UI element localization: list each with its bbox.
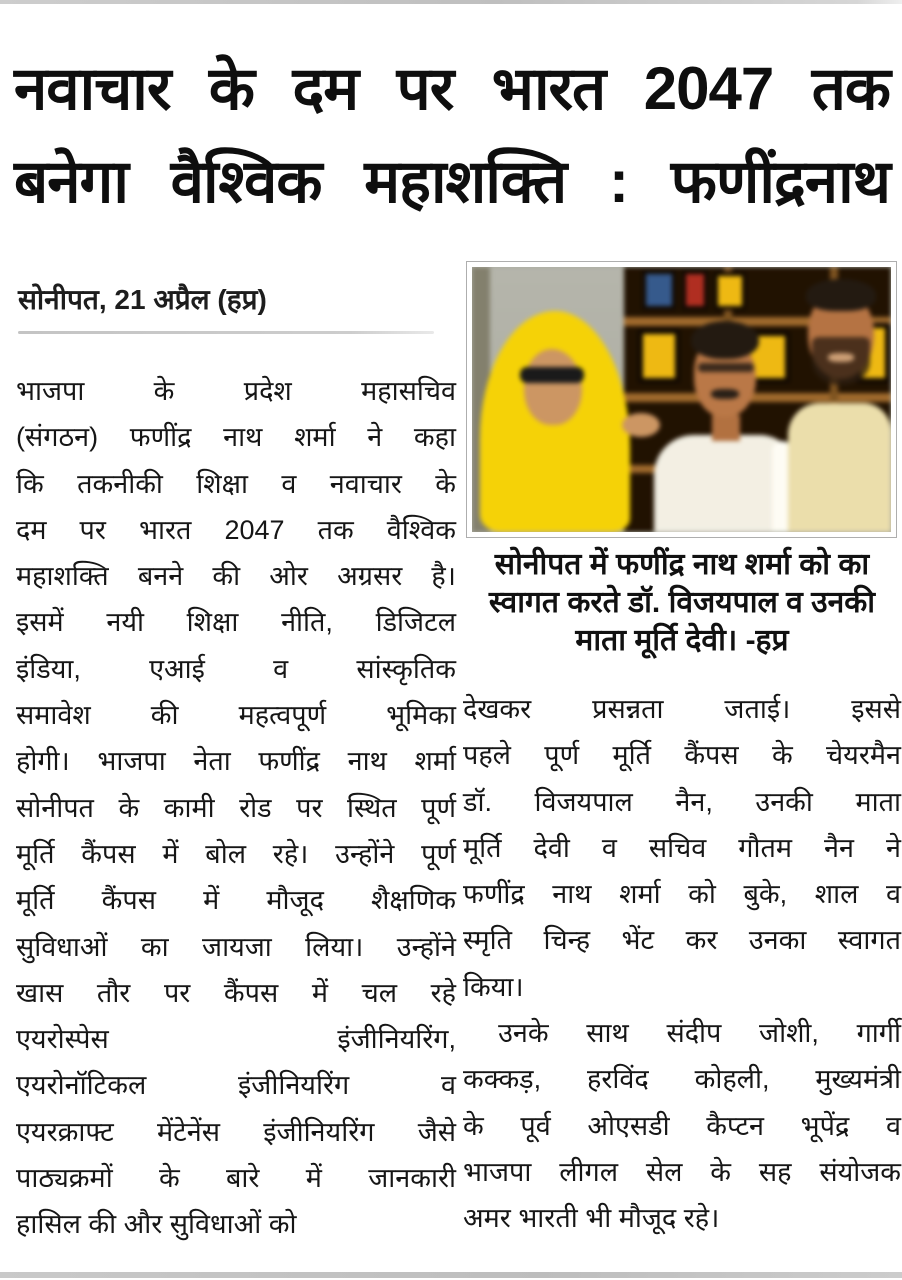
body-text-line: एयरक्राफ्ट मेंटेनेंस इंजीनियरिंग जैसे	[16, 1116, 456, 1147]
caption-line: सोनीपत में फणींद्र नाथ शर्मा को का	[494, 548, 870, 581]
body-text-line: डॉ. विजयपाल नैन, उनकी माता	[463, 786, 901, 817]
body-text-line: होगी। भाजपा नेता फणींद्र नाथ शर्मा	[16, 746, 456, 777]
body-text-line: मूर्ति कैंपस में मौजूद शैक्षणिक	[16, 885, 456, 916]
shelf-book	[714, 272, 746, 310]
body-text-line: कक्कड़, हरविंद कोहली, मुख्यमंत्री	[463, 1064, 901, 1095]
shelf-board	[624, 393, 891, 402]
right-man-hair	[806, 279, 876, 311]
body-text-line: भाजपा के प्रदेश महासचिव	[16, 376, 456, 406]
caption-line: स्वागत करते डॉ. विजयपाल व उनकी	[488, 586, 876, 619]
article-left-column	[16, 368, 456, 1248]
body-text-line: अमर भारती भी मौजूद रहे।	[463, 1203, 720, 1234]
body-text-line: सोनीपत के कामी रोड पर स्थित पूर्ण	[16, 792, 456, 823]
photo-caption	[462, 546, 902, 660]
headline-line-2: बनेगा वैश्विक महाशक्ति : फणींद्रनाथ	[14, 148, 890, 215]
center-man-hair	[691, 321, 759, 359]
paragraph	[463, 1010, 901, 1241]
body-text-line: भाजपा लीगल सेल के सह संयोजक	[463, 1156, 901, 1187]
dateline-rule	[18, 331, 434, 334]
headline	[14, 42, 890, 228]
article-right-column	[463, 686, 901, 1242]
body-text-line: मूर्ति देवी व सचिव गौतम नैन ने	[463, 832, 901, 863]
body-text-line: के पूर्व ओएसडी कैप्टन भूपेंद्र व	[463, 1110, 901, 1141]
body-text-line: इंडिया, एआई व सांस्कृतिक	[16, 653, 456, 684]
body-text-line: महाशक्ति बनने की ओर अग्रसर है।	[16, 561, 456, 592]
body-text-line: खास तौर पर कैंपस में चल रहे	[16, 977, 456, 1008]
paragraph	[463, 686, 901, 1010]
headline-line-1: नवाचार के दम पर भारत 2047 तक	[14, 55, 890, 122]
photo-scene	[472, 267, 891, 532]
body-text-line: (संगठन) फणींद्र नाथ शर्मा ने कहा	[16, 422, 456, 453]
body-text-line: मूर्ति कैंपस में बोल रहे। उन्होंने पूर्ण	[16, 838, 456, 869]
body-text-line: दम पर भारत 2047 तक वैश्विक	[16, 514, 456, 545]
center-man-glasses	[698, 363, 754, 372]
right-man-mouth	[828, 353, 854, 362]
center-man-neck	[712, 415, 740, 441]
body-text-line: देखकर प्रसन्नता जताई। इससे	[463, 694, 901, 724]
body-text-line: स्मृति चिन्ह भेंट कर उनका स्वागत	[463, 925, 901, 956]
body-text-line: इसमें नयी शिक्षा नीति, डिजिटल	[16, 607, 456, 638]
woman-face	[524, 349, 582, 425]
body-text-line: पहले पूर्ण मूर्ति कैंपस के चेयरमैन	[463, 740, 901, 771]
caption-line: माता मूर्ति देवी। -हप्र	[575, 624, 789, 657]
news-photo	[472, 267, 891, 532]
right-man-cream-kurta	[788, 403, 891, 532]
body-text-line: समावेश की महत्वपूर्ण भूमिका	[16, 700, 456, 731]
news-photo-frame	[466, 261, 897, 538]
shelf-book	[642, 270, 676, 310]
body-text-line: हासिल की और सुविधाओं को	[16, 1209, 297, 1240]
shelf-book	[682, 270, 708, 310]
body-text-line: फणींद्र नाथ शर्मा को बुके, शाल व	[463, 879, 901, 910]
dateline: सोनीपत, 21 अप्रैल (हप्र)	[18, 284, 267, 315]
body-text-line: सुविधाओं का जायजा लिया। उन्होंने	[16, 931, 456, 962]
framed-photo	[638, 329, 680, 383]
center-man-mustache	[711, 389, 739, 399]
bottom-rule	[0, 1272, 902, 1278]
body-text-line: पाठ्यक्रमों के बारे में जानकारी	[16, 1163, 456, 1194]
body-text-line: कि तकनीकी शिक्षा व नवाचार के	[16, 468, 456, 499]
body-text-line: एयरोस्पेस इंजीनियरिंग,	[16, 1024, 456, 1055]
hand-on-shoulder	[622, 413, 660, 437]
body-text-line: किया।	[463, 971, 524, 1002]
body-text-line: एयरोनॉटिकल इंजीनियरिंग व	[16, 1070, 456, 1101]
top-rule	[0, 0, 902, 4]
body-text-line: उनके साथ संदीप जोशी, गार्गी	[498, 1018, 901, 1049]
woman-dark-glasses	[520, 367, 584, 383]
